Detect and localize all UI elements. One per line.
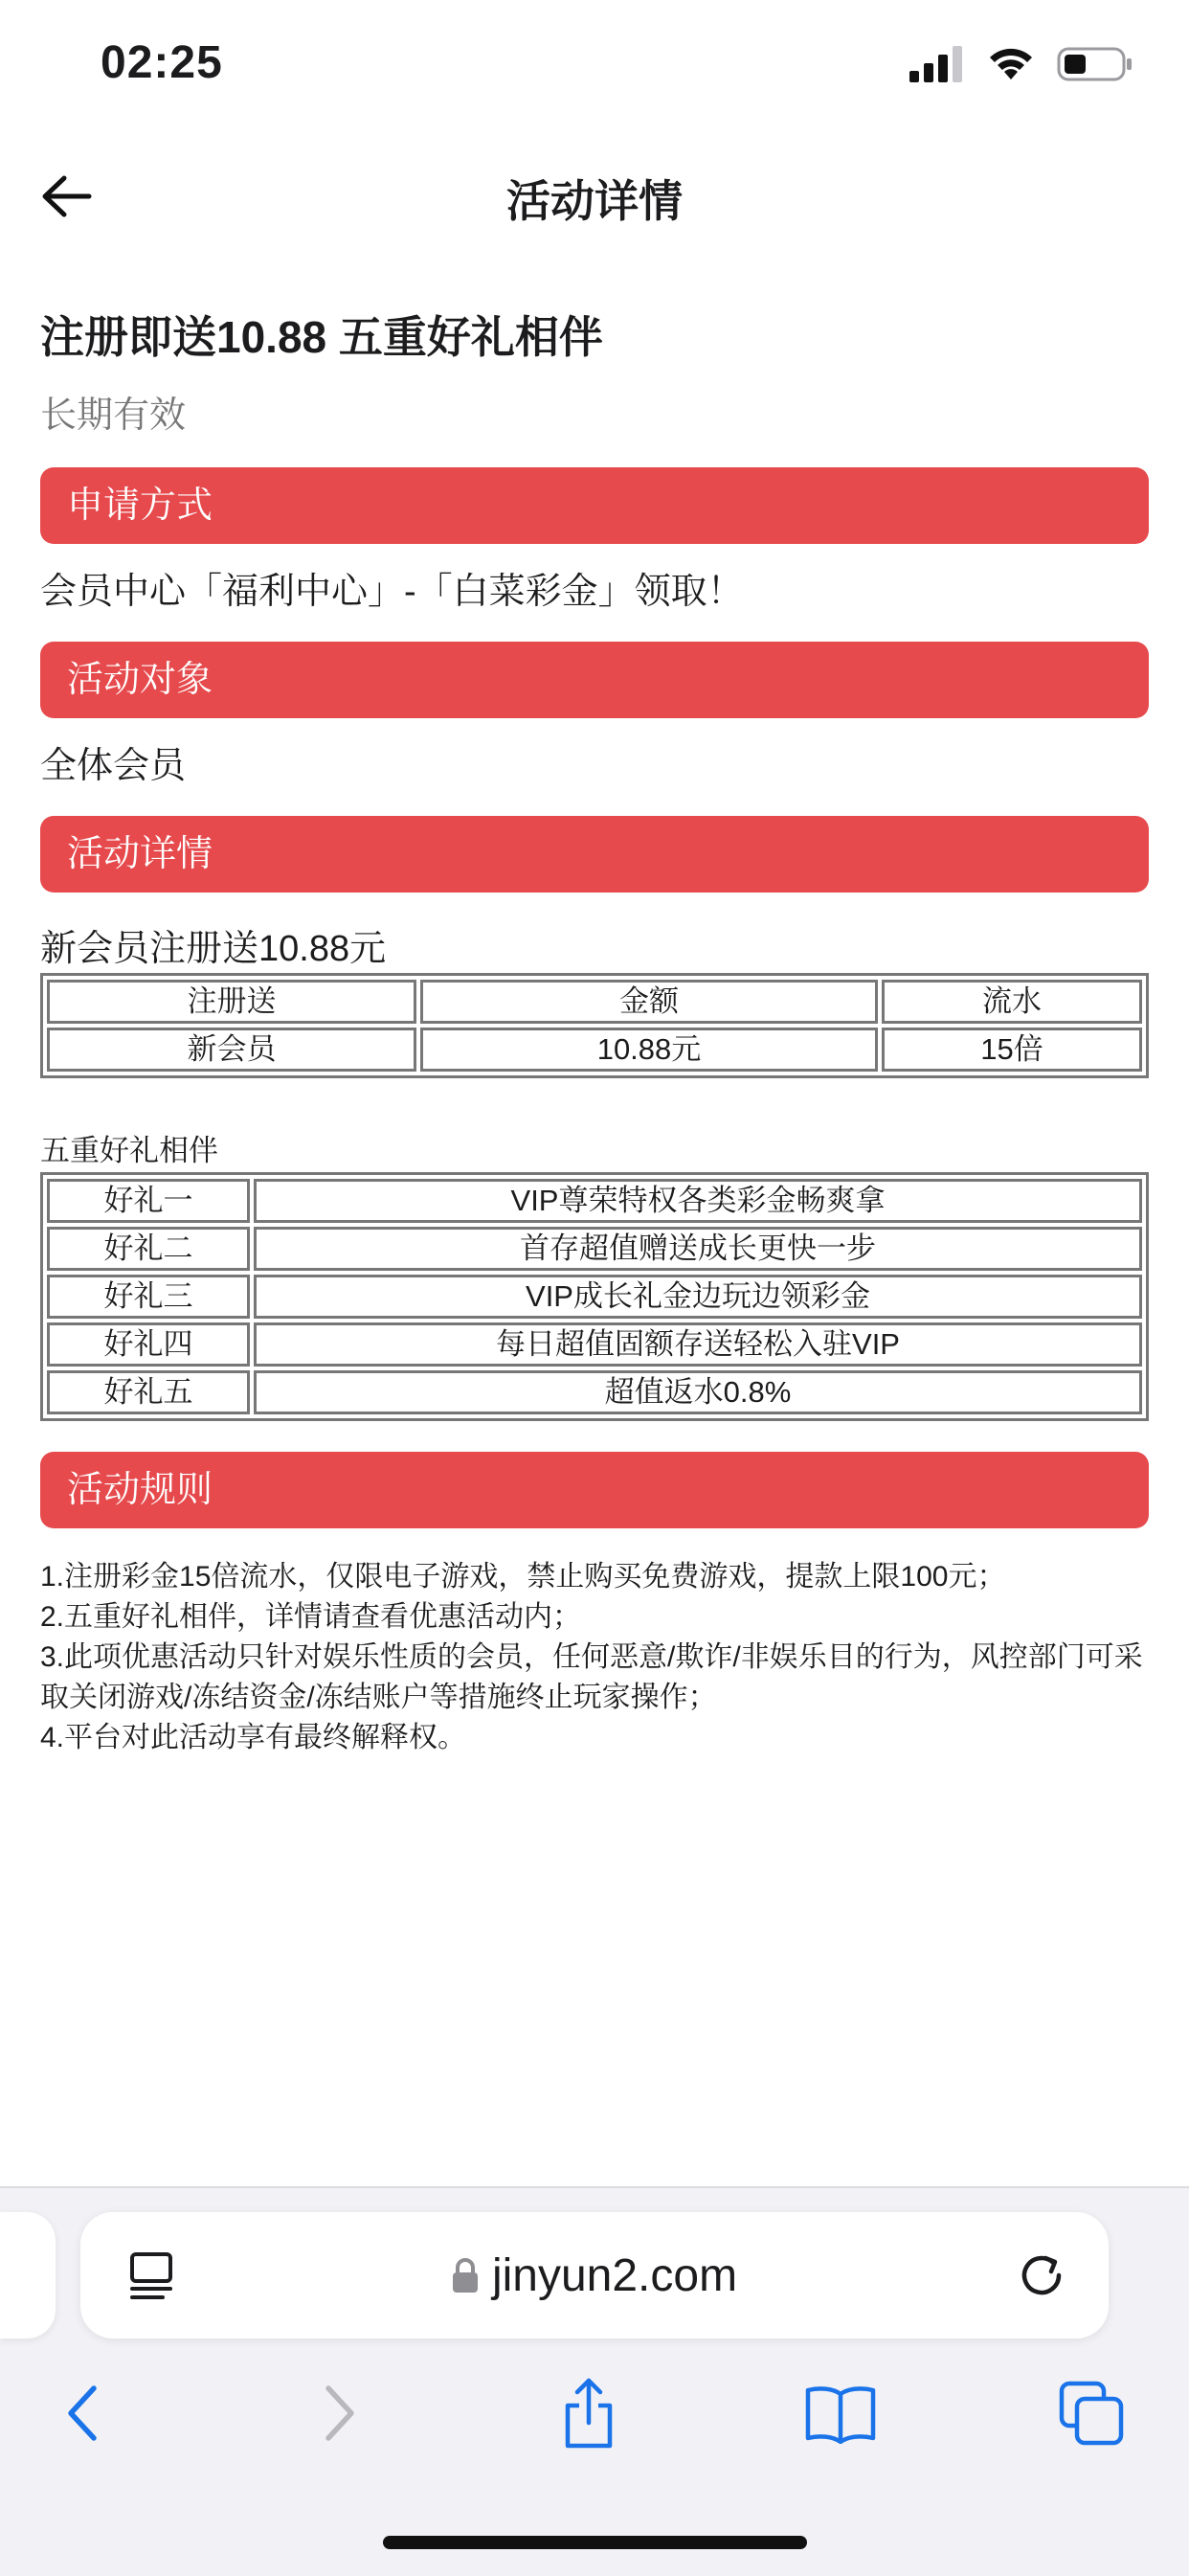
promo-content (40, 306, 1149, 1758)
rules-list (40, 1557, 1149, 1758)
table-row (47, 1028, 1142, 1072)
rule-item: 4.平台对此活动享有最终解释权。 (40, 1722, 467, 1753)
status-time: 02:25 (101, 37, 223, 88)
gift-name-cell: 好礼四 (47, 1322, 250, 1367)
tabs-button[interactable] (1043, 2365, 1139, 2461)
section-header-detail: 活动详情 (40, 816, 1149, 893)
page-title: 活动详情 (506, 176, 683, 226)
gift-name-cell: 好礼二 (47, 1227, 250, 1271)
wifi-icon (986, 45, 1036, 83)
rule-item: 2.五重好礼相伴，详情请查看优惠活动内； (40, 1601, 582, 1633)
nav-bar (0, 144, 1189, 249)
tabs-icon (1058, 2380, 1125, 2447)
table-cell: 新会员 (47, 1028, 416, 1072)
book-icon (804, 2383, 877, 2444)
table-header-row (47, 980, 1142, 1024)
table-row (47, 1179, 1142, 1223)
browser-toolbar (0, 2365, 1189, 2461)
table-cell: 15倍 (882, 1028, 1142, 1072)
gift-name-cell: 好礼一 (47, 1179, 250, 1223)
section-header-rules: 活动规则 (40, 1452, 1149, 1528)
table-cell: 10.88元 (420, 1028, 878, 1072)
gift-desc-cell: VIP尊荣特权各类彩金畅爽拿 (254, 1179, 1142, 1223)
section-header-target: 活动对象 (40, 642, 1149, 718)
gift-name-cell: 好礼三 (47, 1275, 250, 1319)
table-row (47, 1227, 1142, 1271)
forward-nav-button[interactable] (292, 2365, 388, 2461)
five-gifts-table (40, 1172, 1149, 1421)
table-header-cell: 流水 (882, 980, 1142, 1024)
rule-item: 1.注册彩金15倍流水，仅限电子游戏，禁止购买免费游戏，提款上限100元； (40, 1561, 1006, 1593)
home-indicator[interactable] (383, 2536, 807, 2549)
table-row (47, 1322, 1142, 1367)
table2-caption: 五重好礼相伴 (40, 1134, 218, 1167)
rule-item: 3.此项优惠活动只针对娱乐性质的会员，任何恶意/欺诈/非娱乐目的行为，风控部门可采取关闭游戏/冻结资金/冻结账户等措施终止玩家操作； (40, 1641, 1143, 1713)
previous-tab-preview[interactable] (0, 2212, 56, 2339)
reload-icon (1013, 2247, 1070, 2304)
back-nav-button[interactable] (34, 2365, 130, 2461)
table-row (47, 1275, 1142, 1319)
share-button[interactable] (541, 2365, 637, 2461)
promo-validity: 长期有效 (40, 395, 187, 436)
bookmarks-button[interactable] (793, 2365, 888, 2461)
table1-caption: 新会员注册送10.88元 (40, 929, 387, 969)
chevron-left-icon (63, 2383, 101, 2444)
gift-desc-cell: 首存超值赠送成长更快一步 (254, 1227, 1142, 1271)
chevron-right-icon (321, 2383, 359, 2444)
gift-desc-cell: 超值返水0.8% (254, 1370, 1142, 1414)
status-icons (909, 43, 1133, 85)
lock-icon (452, 2257, 479, 2294)
registration-bonus-table (40, 973, 1149, 1078)
promo-title: 注册即送10.88 五重好礼相伴 (40, 312, 603, 362)
cellular-signal-icon (909, 46, 965, 82)
address-bar[interactable] (80, 2212, 1109, 2339)
status-bar (0, 0, 1189, 134)
gift-name-cell: 好礼五 (47, 1370, 250, 1414)
url-text: jinyun2.com (491, 2249, 738, 2301)
share-icon (558, 2377, 619, 2450)
section-header-apply: 申请方式 (40, 467, 1149, 544)
table-row (47, 1370, 1142, 1414)
target-text: 全体会员 (40, 746, 187, 786)
battery-icon (1057, 45, 1133, 83)
url-field[interactable] (80, 2212, 1109, 2339)
gift-desc-cell: VIP成长礼金边玩边领彩金 (254, 1275, 1142, 1319)
table-header-cell: 金额 (420, 980, 878, 1024)
apply-method-text: 会员中心「福利中心」-「白菜彩金」领取！ (40, 572, 744, 612)
reload-button[interactable] (1013, 2247, 1070, 2304)
table-header-cell: 注册送 (47, 980, 416, 1024)
gift-desc-cell: 每日超值固额存送轻松入驻VIP (254, 1322, 1142, 1367)
